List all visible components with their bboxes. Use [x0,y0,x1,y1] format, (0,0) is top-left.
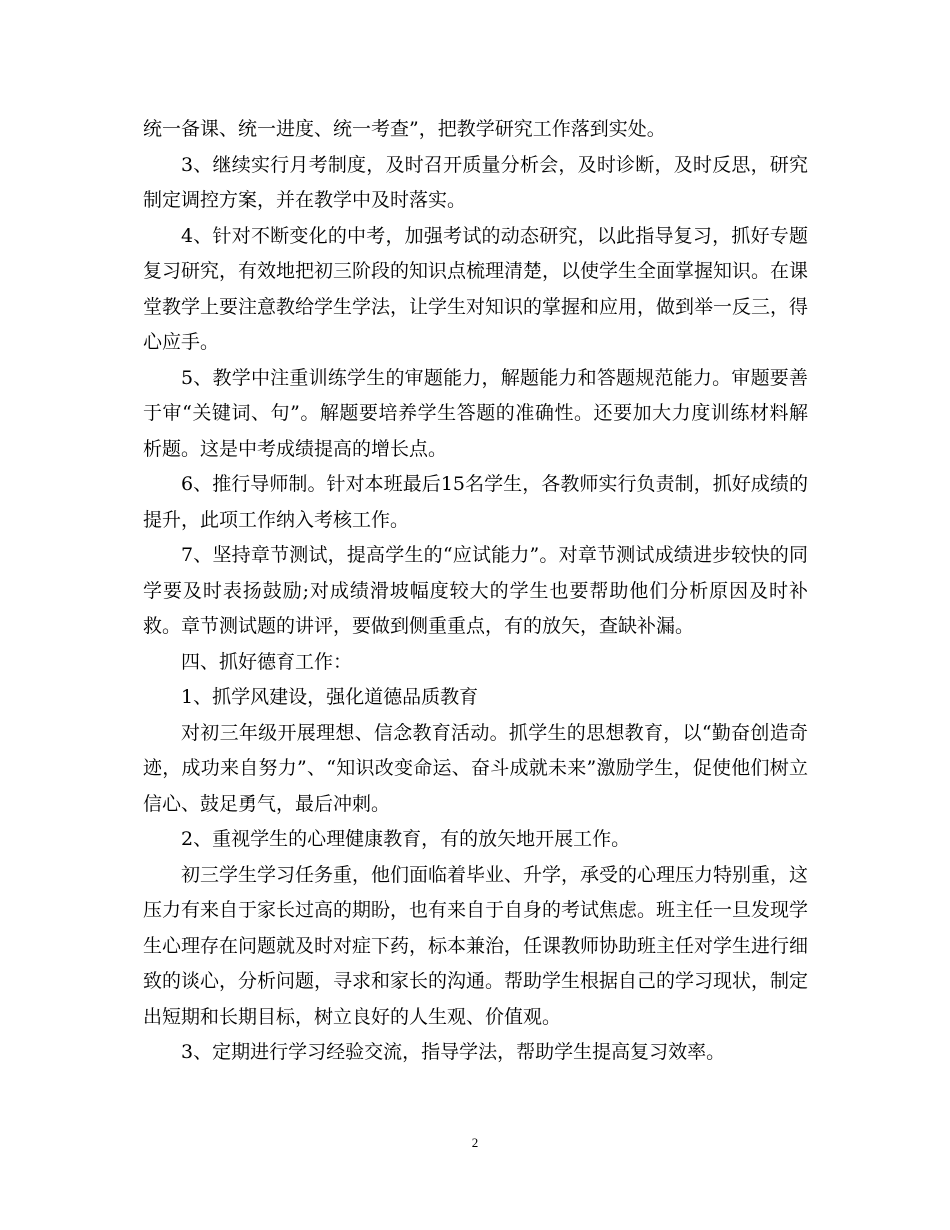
subsection-heading: 2、重视学生的心理健康教育，有的放矢地开展工作。 [181,828,631,850]
paragraph: 7、坚持章节测试，提高学生的“应试能力”。对章节测试成绩进步较快的同学要及时表扬鼓励;对成绩滑坡幅度较大的学生也要帮助他们分析原因及时补救。章节测试题的讲评，要做到侧重重点，有的放矢，查缺补漏。 [143,544,808,637]
document-body [143,112,808,1071]
section-heading: 四、抓好德育工作： [181,650,353,673]
paragraph: 3、定期进行学习经验交流，指导学法，帮助学生提高复习效率。 [181,1041,726,1063]
subsection-heading: 1、抓学风建设，强化道德品质教育 [181,686,479,708]
paragraph: 3、继续实行月考制度，及时召开质量分析会，及时诊断，及时反思，研究制定调控方案，并在教学中及时落实。 [143,153,808,211]
paragraph: 初三学生学习任务重，他们面临着毕业、升学，承受的心理压力特别重，这压力有来自于家长过高的期盼，也有来自于自身的考试焦虑。班主任一旦发现学生心理存在问题就及时对症下药，标本兼治，任课教师协助班主任对学生进行细致的谈心，分析问题，寻求和家长的沟通。帮助学生根据自己的学习现状，制定出短期和长期目标，树立良好的人生观、价值观。 [143,863,809,1028]
paragraph: 统一备课、统一进度、统一考查”，把教学研究工作落到实处。 [143,118,666,140]
paragraph: 6、推行导师制。针对本班最后15名学生，各教师实行负责制，抓好成绩的提升，此项工作纳入考核工作。 [143,473,808,531]
page-number: 2 [471,1135,479,1150]
paragraph: 对初三年级开展理想、信念教育活动。抓学生的思想教育，以“勤奋创造奇迹，成功来自努力”、“知识改变命运、奋斗成就未来”激励学生，促使他们树立信心、鼓足勇气，最后冲刺。 [143,721,808,815]
paragraph: 5、教学中注重训练学生的审题能力，解题能力和答题规范能力。审题要善于审“关键词、句”。解题要培养学生答题的准确性。还要加大力度训练材料解析题。这是中考成绩提高的增长点。 [143,366,808,460]
paragraph: 4、针对不断变化的中考，加强考试的动态研究，以此指导复习，抓好专题复习研究，有效地把初三阶段的知识点梳理清楚，以使学生全面掌握知识。在课堂教学上要注意教给学生学法，让学生对知识的掌握和应用，做到举一反三，得心应手。 [143,224,809,353]
